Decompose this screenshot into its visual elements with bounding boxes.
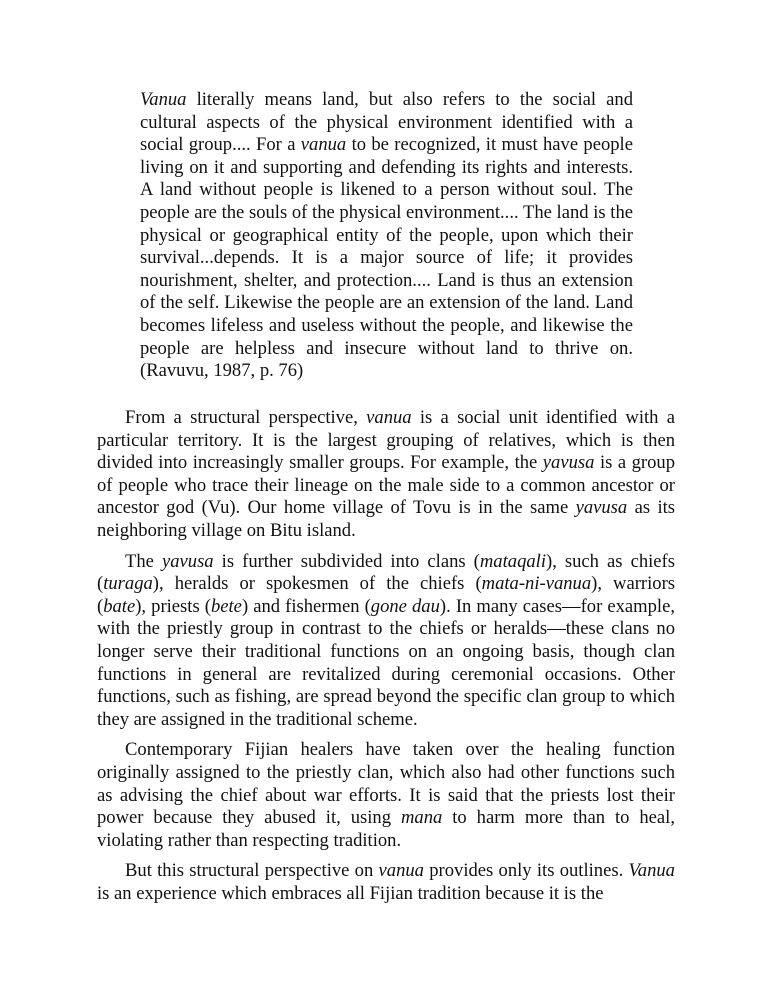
text-run: ) and fishermen ( [241,595,371,617]
text-run: literally means land, but also refers to the social and cultural aspects of the physical environment identified with a social group.... For a [140,89,633,156]
body-text [97,407,675,905]
italic-term: yavusa [161,550,214,572]
italic-term: mata-ni-vanua [481,573,592,595]
text-run: The [125,550,162,572]
italic-term: vanua [300,134,347,156]
text-run: is a group of people who trace their lineage on the male side to a common ancestor or ancestor god (Vu). Our home village of Tovu is in the same [97,452,675,519]
italic-term: bate [103,595,136,617]
italic-term: bete [210,595,242,617]
text-run: ), such as chiefs ( [97,550,675,595]
text-run: is a social unit identified with a particular territory. It is the largest grouping of relatives, which is then divided into increasingly smaller groups. For example, the [97,407,675,474]
paragraph-3 [97,739,675,852]
italic-term: yavusa [575,497,628,519]
text-run: ), priests ( [135,595,211,617]
text-run: From a structural perspective, [125,407,367,428]
italic-term: vanua [366,407,412,428]
italic-term: turaga [103,573,153,595]
text-run: Contemporary Fijian healers have taken over the healing function originally assigned to the priestly clan, which also had other functions such as advising the chief about war efforts. It is said that the priests lost their power because they abused it, using [97,739,675,829]
quote-paragraph [140,89,633,383]
text-run: is an experience which embraces all Fijian tradition because it is the [97,882,604,904]
text-run: But this structural perspective on [125,860,379,882]
text-run: as its neighboring village on Bitu island. [97,497,676,541]
italic-term: mataqali [479,550,546,572]
text-run: ), warriors ( [97,573,675,617]
text-run: provides only its outlines. [423,860,629,882]
italic-term: Vanua [628,860,675,882]
block-quote [140,89,633,383]
paragraph-1 [97,407,675,543]
text-run: ), heralds or spokesmen of the chiefs ( [152,573,482,595]
italic-term: gone dau [370,595,440,617]
text-run: to be recognized, it must have people living on it and supporting and defending its rights and interests. A land without people is likened to a person without soul. The people are the souls of the physical environment.... The land is the physical or geographical entity of the people, upon which their survival...depends. It is a major source of life; it provides nourishment, shelter, and protection.... Land is thus an extension of the self. Likewise the people are an extension of the land. Land becomes lifeless and useless without the people, and likewise the people are helpless and insecure without land to thrive on. (Ravuvu, 1987, p. 76) [140,134,633,382]
italic-term: vanua [378,860,424,882]
paragraph-2 [97,551,675,732]
text-run: ). In many cases—for example, with the priestly group in contrast to the chiefs or heralds—these clans no longer serve their traditional functions on an ongoing basis, though clan functions in general are revitalized during ceremonial occasions. Other functions, such as fishing, are spread beyond the specific clan group to which they are assigned in the traditional scheme. [97,595,675,730]
italic-term: mana [400,807,443,829]
text-run: is further subdivided into clans ( [213,550,480,572]
italic-term: yavusa [542,452,595,474]
text-run: to harm more than to heal, violating rather than respecting tradition. [97,807,675,851]
paragraph-4 [97,860,675,905]
italic-term: Vanua [140,89,187,110]
